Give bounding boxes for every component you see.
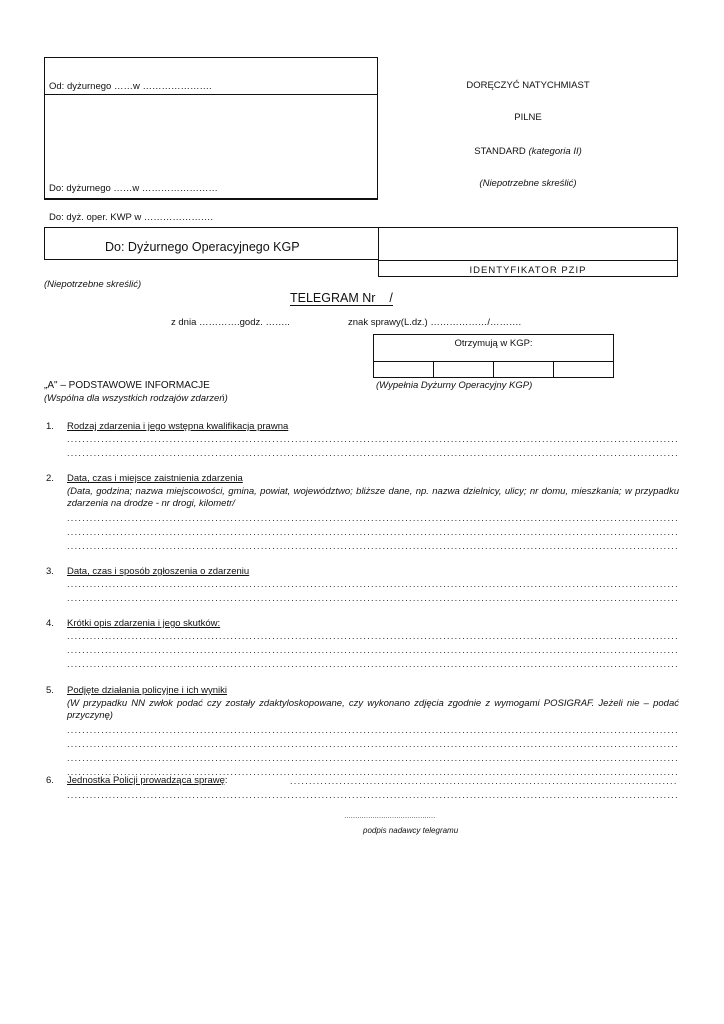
- telegram-title: TELEGRAM Nr /: [290, 291, 393, 305]
- fill-line[interactable]: [67, 725, 677, 735]
- standard-label: STANDARD: [474, 146, 526, 157]
- item-title: Podjęte działania policyjne i ich wyniki: [67, 685, 228, 696]
- strike-note-right: (Niepotrzebne skreślić): [479, 178, 577, 189]
- section-a-title: „A" – PODSTAWOWE INFORMACJE: [44, 380, 210, 391]
- fill-line[interactable]: [67, 790, 677, 800]
- fill-line[interactable]: [67, 753, 677, 763]
- item-note: (Data, godzina; nazwa miejscowości, gmina, powiat, województwo; bliższe dane, np. nazwa dzielnicy, ulicy; nr domu, mieszkania; w przypadku zdarzenia na drodze - nr drogi, kilometr/: [67, 486, 679, 509]
- item-number: 2.: [46, 473, 54, 484]
- receivers-cell-divider: [433, 361, 434, 378]
- to-kwp-field[interactable]: Do: dyż. oper. KWP w ………………….: [49, 212, 214, 223]
- date-line[interactable]: z dnia ………….godz. ……..: [171, 317, 290, 328]
- fill-line[interactable]: [67, 579, 677, 589]
- strike-note-left: (Niepotrzebne skreślić): [44, 279, 142, 290]
- case-number-line[interactable]: znak sprawy(L.dz.) ………………/……….: [348, 317, 522, 328]
- item-note: (W przypadku NN zwłok podać czy zostały zdaktyloskopowane, czy wykonano zdjęcia zgodnie z wymogami POSIGRAF. Jeżeli nie – podać przyczynę): [67, 698, 679, 721]
- item-number: 6.: [46, 775, 54, 786]
- fill-line[interactable]: [67, 593, 677, 603]
- fill-line[interactable]: [67, 434, 677, 444]
- signature-label: podpis nadawcy telegramu: [363, 826, 459, 835]
- urgent-label: PILNE: [514, 112, 542, 123]
- fill-line[interactable]: [67, 541, 677, 551]
- item-number: 4.: [46, 618, 54, 629]
- receivers-fill-note: (Wypełnia Dyżurny Operacyjny KGP): [376, 380, 533, 391]
- standard-category: (kategoria II): [528, 146, 582, 157]
- to-duty-field[interactable]: Do: dyżurnego ……w ……………………: [49, 183, 218, 194]
- item-number: 3.: [46, 566, 54, 577]
- receivers-cell-divider: [553, 361, 554, 378]
- fill-line[interactable]: [67, 527, 677, 537]
- section-a-subtitle: (Wspólna dla wszystkich rodzajów zdarzeń): [44, 393, 228, 404]
- fill-line[interactable]: [67, 659, 677, 669]
- to-kgp-label: Do: Dyżurnego Operacyjnego KGP: [105, 240, 300, 254]
- item-number: 5.: [46, 685, 54, 696]
- receivers-cell-divider: [493, 361, 494, 378]
- identifier-label: IDENTYFIKATOR PZIP: [469, 265, 587, 276]
- fill-line[interactable]: [67, 739, 677, 749]
- item-title: Jednostka Policji prowadząca sprawę: [67, 775, 225, 786]
- fill-line[interactable]: [67, 513, 677, 523]
- item-title: Data, czas i miejsce zaistnienia zdarzenia: [67, 473, 243, 484]
- sender-box: [44, 57, 378, 199]
- fill-line[interactable]: [67, 631, 677, 641]
- item-number: 1.: [46, 421, 54, 432]
- fill-line[interactable]: [67, 448, 677, 458]
- standard-line: [408, 146, 648, 157]
- from-duty-field[interactable]: Od: dyżurnego ……w ………………….: [49, 81, 212, 92]
- fill-line[interactable]: [290, 776, 677, 786]
- receivers-label: Otrzymują w KGP:: [454, 338, 533, 349]
- divider: [378, 260, 678, 261]
- signature-dots[interactable]: ……………………………………: [344, 813, 435, 820]
- item-title-colon: :: [224, 775, 228, 786]
- divider: [44, 199, 378, 200]
- item-title: Krótki opis zdarzenia i jego skutków:: [67, 618, 221, 629]
- fill-line[interactable]: [67, 645, 677, 655]
- item-title: Data, czas i sposób zgłoszenia o zdarzeniu: [67, 566, 250, 577]
- delivery-immediate: DORĘCZYĆ NATYCHMIAST: [466, 80, 590, 91]
- item-title: Rodzaj zdarzenia i jego wstępna kwalifikacja prawna: [67, 421, 289, 432]
- divider: [44, 94, 378, 95]
